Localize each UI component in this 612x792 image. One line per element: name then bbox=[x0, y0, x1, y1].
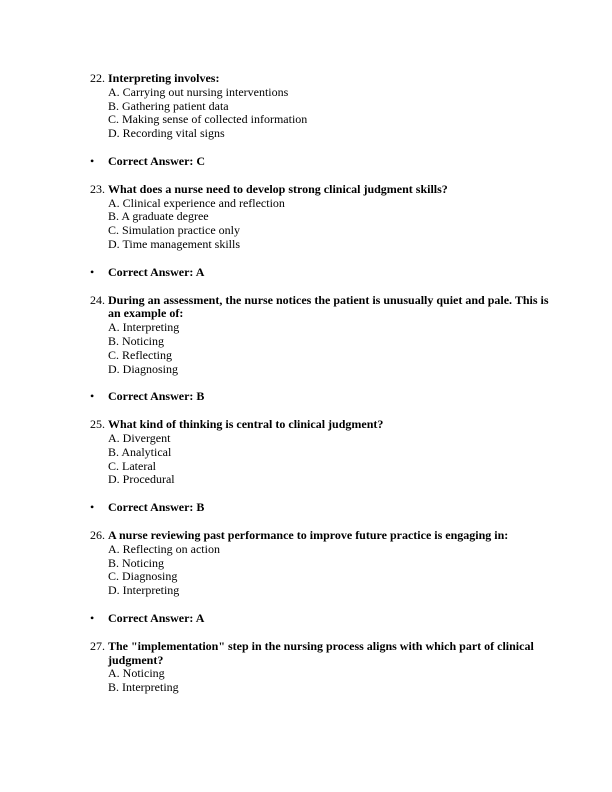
option: D. Time management skills bbox=[108, 236, 240, 251]
question-24 bbox=[90, 294, 550, 377]
bullet-icon: • bbox=[90, 153, 95, 168]
option: C. Reflecting bbox=[108, 347, 172, 362]
question-number: 24. bbox=[90, 292, 105, 307]
option: A. Clinical experience and reflection bbox=[108, 195, 285, 210]
question-23 bbox=[90, 183, 550, 252]
bullet-icon: • bbox=[90, 610, 95, 625]
question-22 bbox=[90, 72, 550, 141]
option: A. Noticing bbox=[108, 666, 165, 681]
correct-answer-text: Correct Answer: C bbox=[108, 153, 206, 168]
correct-answer bbox=[90, 610, 612, 626]
question-number: 27. bbox=[90, 638, 105, 653]
question-number: 25. bbox=[90, 417, 105, 432]
question-text: What kind of thinking is central to clinical judgment? bbox=[108, 417, 384, 432]
question-27 bbox=[90, 640, 550, 695]
correct-answer-text: Correct Answer: B bbox=[108, 389, 205, 404]
question-number: 22. bbox=[90, 71, 105, 85]
correct-answer-text: Correct Answer: A bbox=[108, 610, 205, 625]
option: B. Noticing bbox=[108, 555, 164, 570]
answer-options bbox=[108, 86, 550, 141]
option: D. Procedural bbox=[108, 472, 175, 487]
option: C. Diagnosing bbox=[108, 569, 178, 584]
correct-answer-text: Correct Answer: B bbox=[108, 500, 205, 515]
correct-answer bbox=[90, 500, 612, 515]
question-text: Interpreting involves: bbox=[108, 71, 220, 85]
option: B. Noticing bbox=[108, 333, 164, 348]
answer-options bbox=[108, 321, 550, 376]
option: B. A graduate degree bbox=[108, 209, 209, 224]
option: B. Interpreting bbox=[108, 680, 179, 695]
bullet-icon: • bbox=[90, 264, 95, 279]
option: A. Carrying out nursing interventions bbox=[108, 84, 289, 99]
option: C. Simulation practice only bbox=[108, 223, 240, 238]
option: D. Recording vital signs bbox=[108, 126, 225, 141]
correct-answer-text: Correct Answer: A bbox=[108, 264, 205, 279]
question-number: 26. bbox=[90, 527, 105, 542]
question-text: What does a nurse need to develop strong clinical judgment skills? bbox=[108, 181, 448, 196]
option: D. Diagnosing bbox=[108, 361, 178, 376]
correct-answer bbox=[90, 264, 612, 280]
option: A. Interpreting bbox=[108, 320, 180, 335]
document-page bbox=[0, 72, 612, 695]
question-25 bbox=[90, 418, 550, 487]
option: C. Making sense of collected information bbox=[108, 112, 308, 127]
answer-options bbox=[108, 197, 550, 252]
question-text: During an assessment, the nurse notices the patient is unusually quiet and pale. This is an example of: bbox=[108, 292, 549, 321]
answer-options bbox=[108, 543, 550, 598]
answer-options bbox=[108, 432, 550, 487]
bullet-icon: • bbox=[90, 389, 95, 404]
answer-options bbox=[108, 667, 550, 695]
correct-answer bbox=[90, 153, 612, 169]
correct-answer bbox=[90, 389, 612, 404]
option: A. Reflecting on action bbox=[108, 541, 220, 556]
option: B. Gathering patient data bbox=[108, 98, 229, 113]
question-26 bbox=[90, 529, 550, 598]
option: C. Lateral bbox=[108, 458, 156, 473]
option: D. Interpreting bbox=[108, 583, 180, 598]
option: A. Divergent bbox=[108, 430, 171, 445]
question-text: The "implementation" step in the nursing process aligns with which part of clinical judgment? bbox=[108, 638, 534, 667]
question-number: 23. bbox=[90, 181, 105, 196]
option: B. Analytical bbox=[108, 444, 172, 459]
bullet-icon: • bbox=[90, 500, 95, 515]
question-text: A nurse reviewing past performance to improve future practice is engaging in: bbox=[108, 527, 509, 542]
